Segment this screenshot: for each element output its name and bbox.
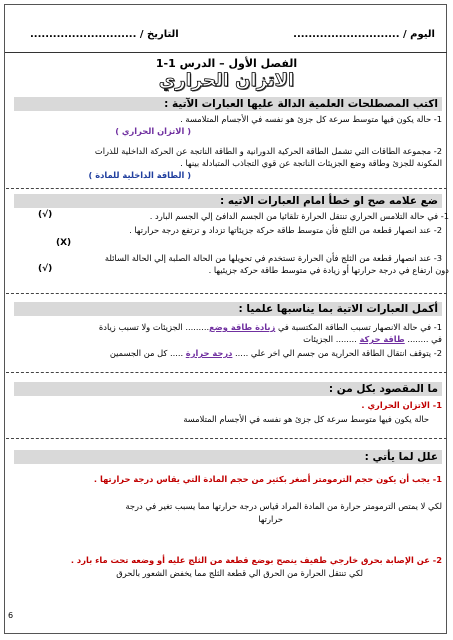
complete-q2-answer: درجة حرارة	[185, 348, 233, 358]
tf-q3-line1: 3- عند انصهار قطعة من الثلج فأن الحرارة تستخدم في تحويلها من الحالة الصلبة إلي الحالة السائلة	[104, 253, 442, 263]
complete-q1-answer: زيادة طاقة وضع	[209, 322, 276, 332]
reasons-a2: لكي تنتقل الحرارة من الحرق الي قطعة الثلج مما يخفض الشعور بالحرق	[116, 568, 363, 578]
terms-q2-line2: المكونة للجزئ وطاقة وضع الجزيئات الناتجة عن قوي التجاذب المتبادلة بينها .	[180, 158, 442, 168]
terms-q1: 1- حالة يكون فيها متوسط سرعة كل جزئ هو نفسه في الأجسام المتلامسة .	[180, 114, 442, 124]
header-divider	[5, 52, 447, 53]
lesson-number: الفصل الأول – الدرس 1-1	[155, 57, 298, 70]
complete-q1b-text: في ........	[404, 334, 442, 344]
divider	[6, 438, 447, 439]
terms-a2-answer: ( الطاقة الداخلية للمادة )	[88, 170, 191, 180]
section-reasons-heading: علل لما يأتي :	[14, 450, 442, 464]
section-complete-heading: أكمل العبارات الاتية بما يناسبها علميا :	[14, 302, 442, 316]
complete-q1-line2	[12, 333, 442, 345]
reasons-q1: 1- يجب أن يكون حجم الترمومتر أصغر بكثير من حجم المادة التي يقاس درجة حرارتها .	[93, 474, 442, 484]
complete-q1-line1	[12, 321, 442, 333]
tf-q1: 1- في حالة التلامس الحراري تنتقل الحرارة تلقائيا من الجسم الدافئ إلي الجسم البارد .	[149, 211, 449, 221]
divider	[6, 372, 447, 373]
tf-mark-1: (√)	[38, 210, 53, 220]
complete-q1b-answer: طاقة حركة	[359, 334, 405, 344]
complete-q2-text-end: ..... كل من الجسمين	[109, 348, 186, 358]
tf-q2: 2- عند انصهار قطعة من الثلج فأن متوسط طاقة حركة جزيئاتها تزداد و ترتفع درجة حرارتها .	[129, 225, 442, 235]
tf-q3-line2: دون ارتفاع في درجة حرارتها أو زيادة في متوسط طاقة حركة جزيئيها .	[208, 265, 449, 275]
reasons-q2: 2- عن الإصابة بحرق خارجي طفيف ينصح بوضع قطعة من الثلج عليه أو وضعه تحت ماء بارد .	[70, 555, 442, 565]
divider	[6, 293, 447, 294]
complete-q1-text: 1- في حالة الانصهار تسبب الطاقة المكتسبة في	[275, 322, 442, 332]
complete-q1b-text-end: ........ الجزيئات	[303, 334, 360, 344]
terms-q2-line1: 2- مجموعة الطاقات التي تشمل الطاقة الحركية الدورانية و الطاقة الناتجة عن الحركة الداخلية للذرات	[94, 146, 442, 156]
page-number: 6	[8, 611, 14, 620]
terms-a2	[89, 169, 191, 181]
section-define-heading: ما المقصود بكل من :	[14, 382, 442, 396]
complete-q1-text-end: ......... الجزيئات ولا تسبب زيادة	[98, 322, 210, 332]
divider	[6, 188, 447, 189]
complete-q2-text: 2- يتوقف انتقال الطاقة الحرارية من جسم الي اخر علي .....	[232, 348, 442, 358]
complete-q2	[12, 347, 442, 359]
terms-a1	[115, 125, 191, 137]
define-q1: 1- الاتزان الحراري .	[361, 400, 442, 410]
section-terms-heading: اكتب المصطلحات العلمية الدالة عليها العبارات الآتية :	[14, 97, 442, 111]
section-truefalse-heading: ضع علامه صح او خطأ امام العبارات الاتيه :	[14, 194, 442, 208]
reasons-a1-line2: حرارتها	[258, 514, 283, 524]
date-field: التاريخ / ............................	[30, 29, 179, 40]
define-a1: حالة يكون فيها متوسط سرعة كل جزئ هو نفسه في الأجسام المتلامسة	[183, 414, 429, 424]
lesson-title: الاتزان الحراري	[158, 70, 295, 91]
terms-a1-answer: ( الاتزان الحراري )	[115, 126, 191, 136]
tf-mark-3: (√)	[38, 264, 53, 274]
tf-mark-2: (X)	[56, 238, 72, 248]
reasons-a1-line1: لكي لا يمتص الترمومتر حرارة من المادة المراد قياس درجة حرارتها مما يسبب تغير في درجة	[125, 501, 442, 511]
day-field: اليوم / ............................	[293, 29, 435, 40]
